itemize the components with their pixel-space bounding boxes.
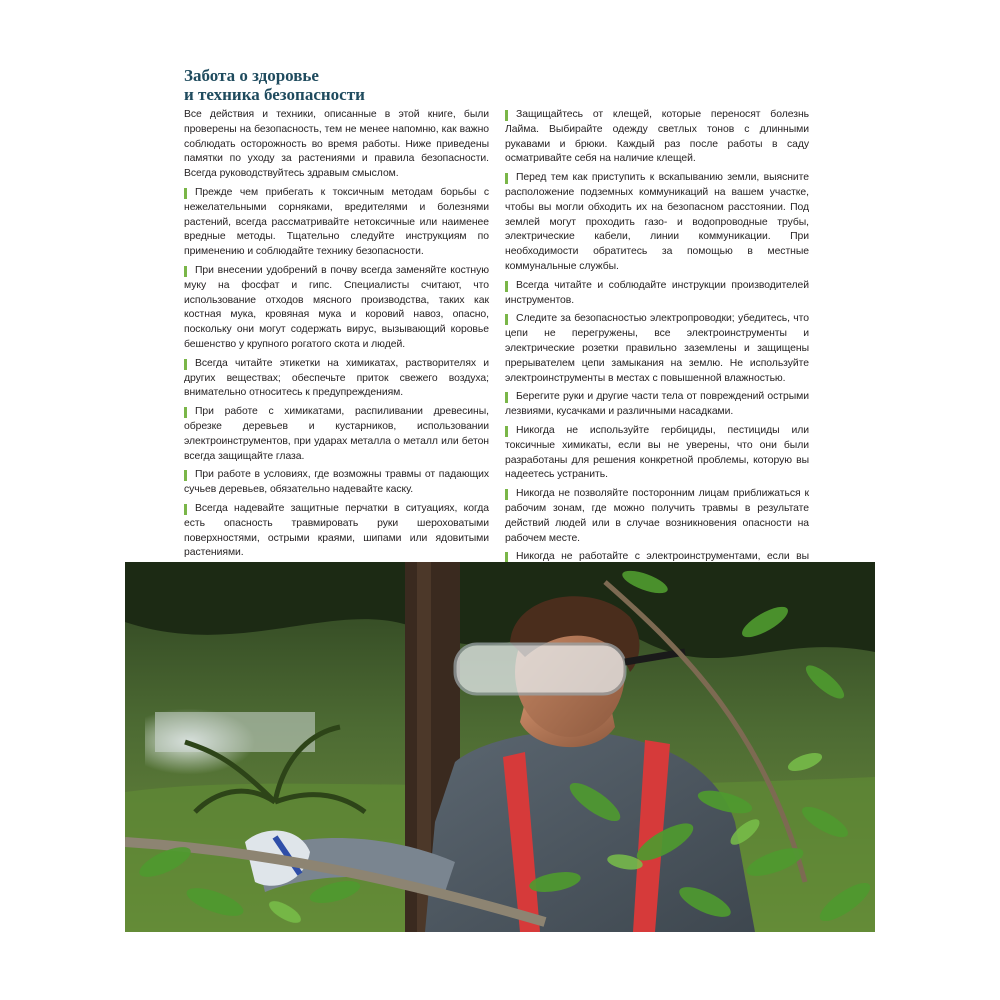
list-item: Следите за безопасностью электропроводки; убедитесь, что цепи не перегружены, все электроинструменты и электрические розетки правильно заземлены и защищены прерывателем цепи замыкания на землю. Не используйте электроинструменты в местах с повышенной влажностью. [505,313,809,384]
section-heading [184,66,504,104]
right-text-column [505,108,809,618]
bullet-marker-icon [505,426,508,437]
list-item: При работе с химикатами, распиливании древесины, обрезке деревьев и кустарников, использовании электроинструментов, при ударах металла о металл или бетон всегда защищайте глаза. [184,406,489,462]
list-item: Никогда не используйте гербициды, пестициды или токсичные химикаты, если вы не уверены, что они были разработаны для решения конкретной проблемы, которую вы надеетесь устранить. [505,424,809,481]
list-item: Берегите руки и другие части тела от повреждений острыми лезвиями, кусачками и различными насадками. [505,391,809,418]
list-item: При внесении удобрений в почву всегда заменяйте костную муку на фосфат и гипс. Специалисты считают, что использование отходов мясного производства, таких как костная мука, кровяная мука и коровий навоз, опасно, поскольку они могут содержать вирус, вызывающий коровье бешенство у крупного рогатого скота и людей. [184,264,489,350]
heading-line-1: Забота о здоровье [184,66,319,85]
bullet-marker-icon [505,392,508,403]
bullet-marker-icon [184,504,187,515]
bullet-marker-icon [505,173,508,184]
bullet-marker-icon [184,359,187,370]
bullet-marker-icon [184,407,187,418]
bullet-marker-icon [505,314,508,325]
list-item: Всегда надевайте защитные перчатки в ситуациях, когда есть опасность травмировать руки шероховатыми поверхностями, острыми краями, шипами или ядовитыми растениями. [184,502,489,559]
bullet-marker-icon [505,281,508,292]
gardener-safety-photo [125,562,875,932]
list-item: Прежде чем прибегать к токсичным методам борьбы с нежелательными сорняками, вредителями и болезнями растений, всегда рассматривайте нетоксичные или наименее вредные методы. Тщательно следуйте инструкциям по применению и соблюдайте технику безопасности. [184,186,489,258]
bullet-marker-icon [184,470,187,481]
bullet-marker-icon [184,266,187,277]
list-item: Всегда читайте этикетки на химикатах, растворителях и других веществах; обеспечьте приток свежего воздуха; внимательно относитесь к предупреждениям. [184,357,489,399]
photo-illustration [125,562,875,932]
left-text-column [184,108,489,614]
list-item: Никогда не позволяйте посторонним лицам приближаться к рабочим зонам, где можно получить травмы в результате действий людей или в случае возникновения опасности на рабочем месте. [505,488,809,544]
list-item: Защищайтесь от клещей, которые переносят болезнь Лайма. Выбирайте одежду светлых тонов с длинными рукавами и брюки. Каждый раз после работы в саду осматривайте себя на наличие клещей. [505,109,809,165]
list-item: Перед тем как приступить к вскапыванию земли, выясните расположение подземных коммуникаций на вашем участке, чтобы вы могли обходить их на безопасном расстоянии. Под землей могут проходить газо- и водопроводные трубы, электрические кабели, линии коммуникации. При необходимости обратитесь за помощью в местные коммунальные службы. [505,172,809,272]
list-item: При работе в условиях, где возможны травмы от падающих сучьев деревьев, обязательно надевайте каску. [184,469,489,496]
bullet-marker-icon [505,489,508,500]
bullet-marker-icon [184,188,187,199]
bullet-marker-icon [505,110,508,121]
heading-line-2: и техника безопасности [184,85,365,104]
list-item: Никогда не работайте с электроинструментами, если вы [505,550,809,580]
intro-paragraph: Все действия и техники, описанные в этой книге, были проверены на безопасность, тем не менее напомню, как важно соблюдать осторожность во время работы. Ниже приведены памятки по уходу за растениями и правила безопасности. Всегда руководствуйтесь здравым смыслом. [184,109,489,180]
list-item: Всегда читайте и соблюдайте инструкции производителей инструментов. [505,279,809,306]
